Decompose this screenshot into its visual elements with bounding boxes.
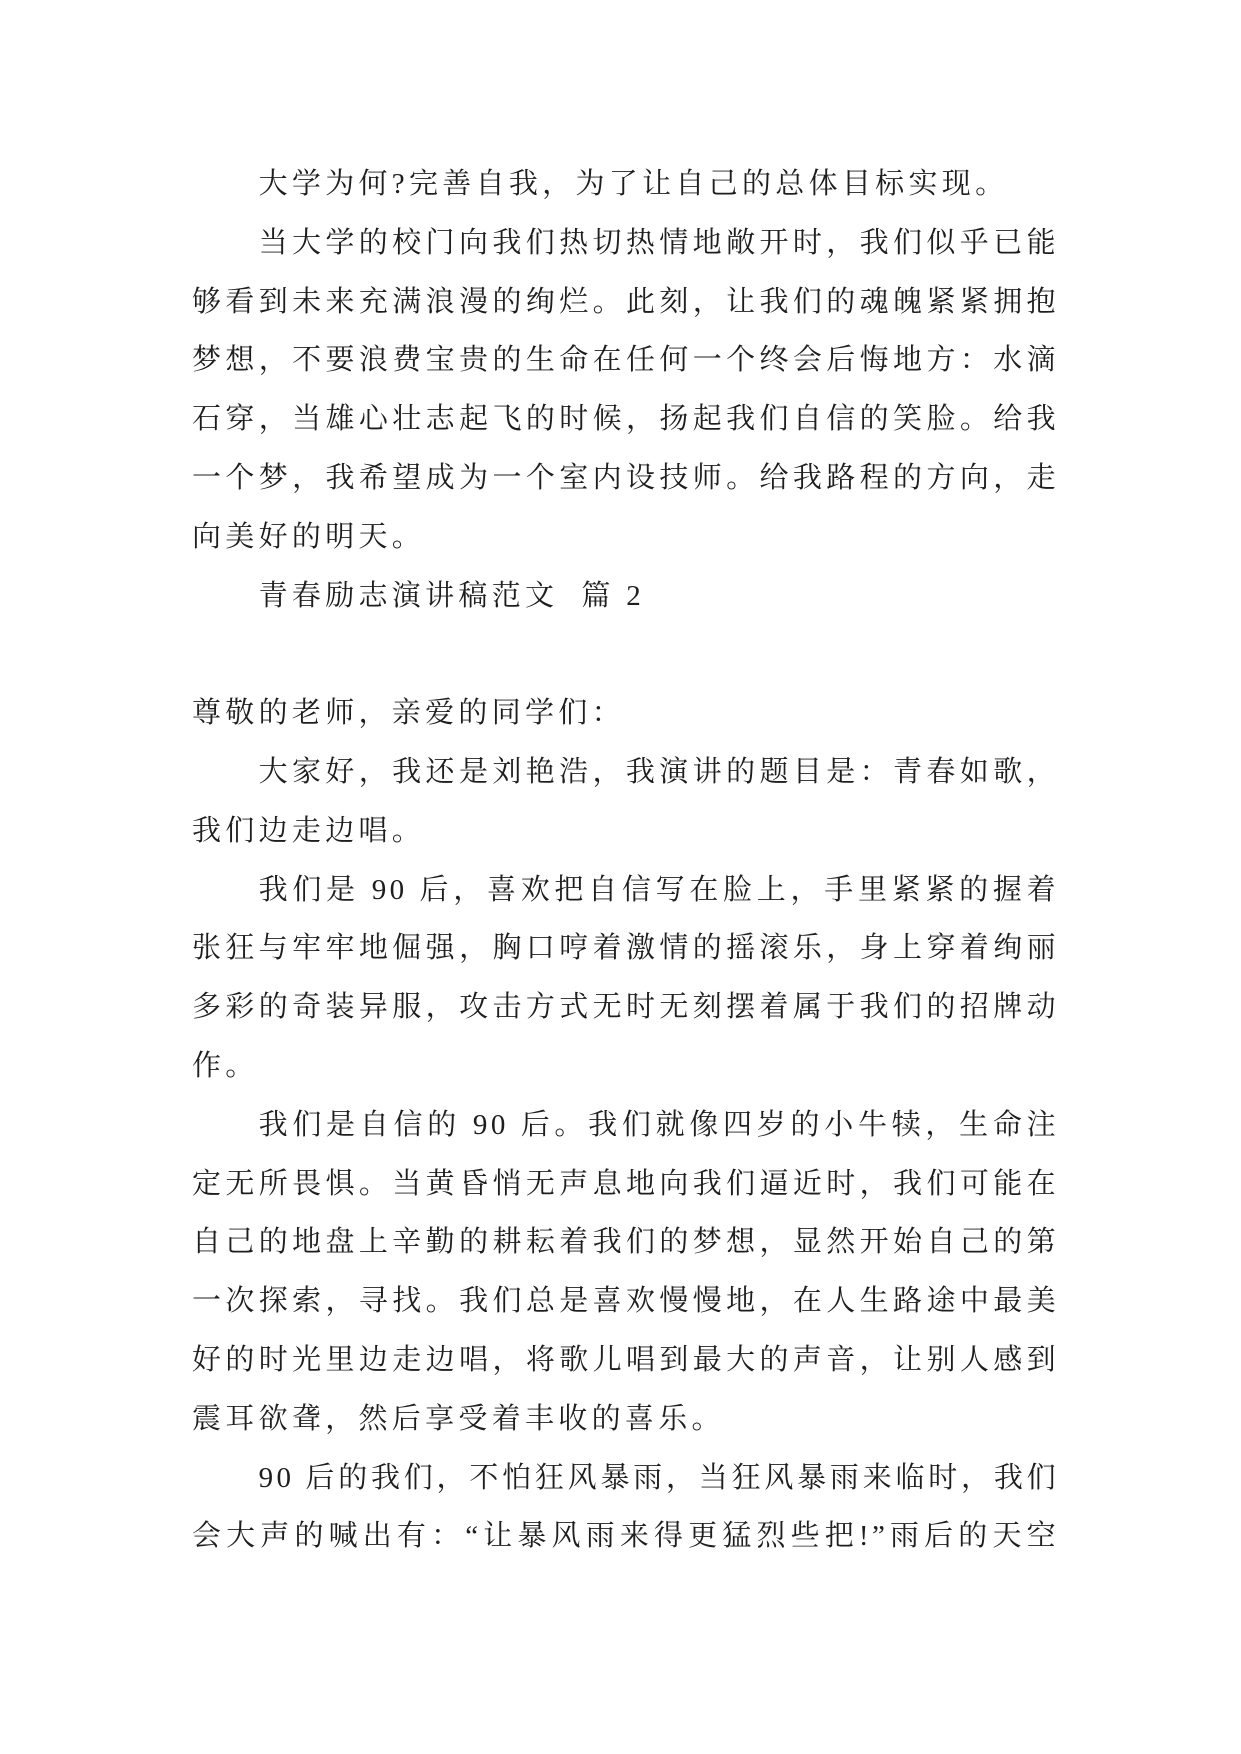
paragraph-line: 定无所畏惧。当黄昏悄无声息地向我们逼近时，我们可能在 <box>192 1167 1059 1200</box>
salutation: 尊敬的老师，亲爱的同学们： <box>192 697 625 730</box>
paragraph <box>192 743 1059 861</box>
paragraph-line: 作。 <box>192 1049 259 1082</box>
paragraph <box>192 861 1059 1096</box>
paragraph-line: 大家好，我还是刘艳浩，我演讲的题目是：青春如歌， <box>258 755 1059 788</box>
paragraph-line: 多彩的奇装异服，攻击方式无时无刻摆着属于我们的招牌动 <box>192 991 1059 1024</box>
paragraph-line: 一个梦，我希望成为一个室内设技师。给我路程的方向，走 <box>192 461 1059 494</box>
paragraph-line: 自己的地盘上辛勤的耕耘着我们的梦想，显然开始自己的第 <box>192 1226 1059 1259</box>
paragraph-line: 当大学的校门向我们热切热情地敞开时，我们似乎已能 <box>258 226 1059 259</box>
paragraph <box>192 1449 1059 1567</box>
paragraph-line: 一次探索，寻找。我们总是喜欢慢慢地，在人生路途中最美 <box>192 1285 1059 1318</box>
paragraph-line: 我们是 90 后，喜欢把自信写在脸上，手里紧紧的握着 <box>258 873 1059 906</box>
section-heading: 青春励志演讲稿范文 篇 2 <box>258 579 646 612</box>
paragraph-line: 好的时光里边走边唱，将歌儿唱到最大的声音，让别人感到 <box>192 1343 1059 1376</box>
paragraph-line: 梦想，不要浪费宝贵的生命在任何一个终会后悔地方：水滴 <box>192 344 1059 377</box>
paragraph <box>192 214 1059 567</box>
paragraph <box>192 155 1059 214</box>
paragraph-line: 我们是自信的 90 后。我们就像四岁的小牛犊，生命注 <box>258 1108 1059 1141</box>
paragraph-line: 我们边走边唱。 <box>192 814 426 847</box>
paragraph-line: 90 后的我们，不怕狂风暴雨，当狂风暴雨来临时，我们 <box>258 1461 1059 1494</box>
paragraph-line: 石穿，当雄心壮志起飞的时候，扬起我们自信的笑脸。给我 <box>192 403 1059 436</box>
paragraph-line: 张狂与牢牢地倔强，胸口哼着激情的摇滚乐，身上穿着绚丽 <box>192 932 1059 965</box>
paragraph-line: 大学为何?完善自我，为了让自己的总体目标实现。 <box>258 168 1009 200</box>
document-body <box>192 155 1059 1566</box>
paragraph-line: 会大声的喊出有：“让暴风雨来得更猛烈些把!”雨后的天空 <box>192 1520 1059 1553</box>
paragraph-line: 向美好的明天。 <box>192 520 426 553</box>
paragraph-line: 震耳欲聋，然后享受着丰收的喜乐。 <box>192 1402 725 1435</box>
paragraph <box>192 1096 1059 1449</box>
paragraph-line: 够看到未来充满浪漫的绚烂。此刻，让我们的魂魄紧紧拥抱 <box>192 285 1059 318</box>
